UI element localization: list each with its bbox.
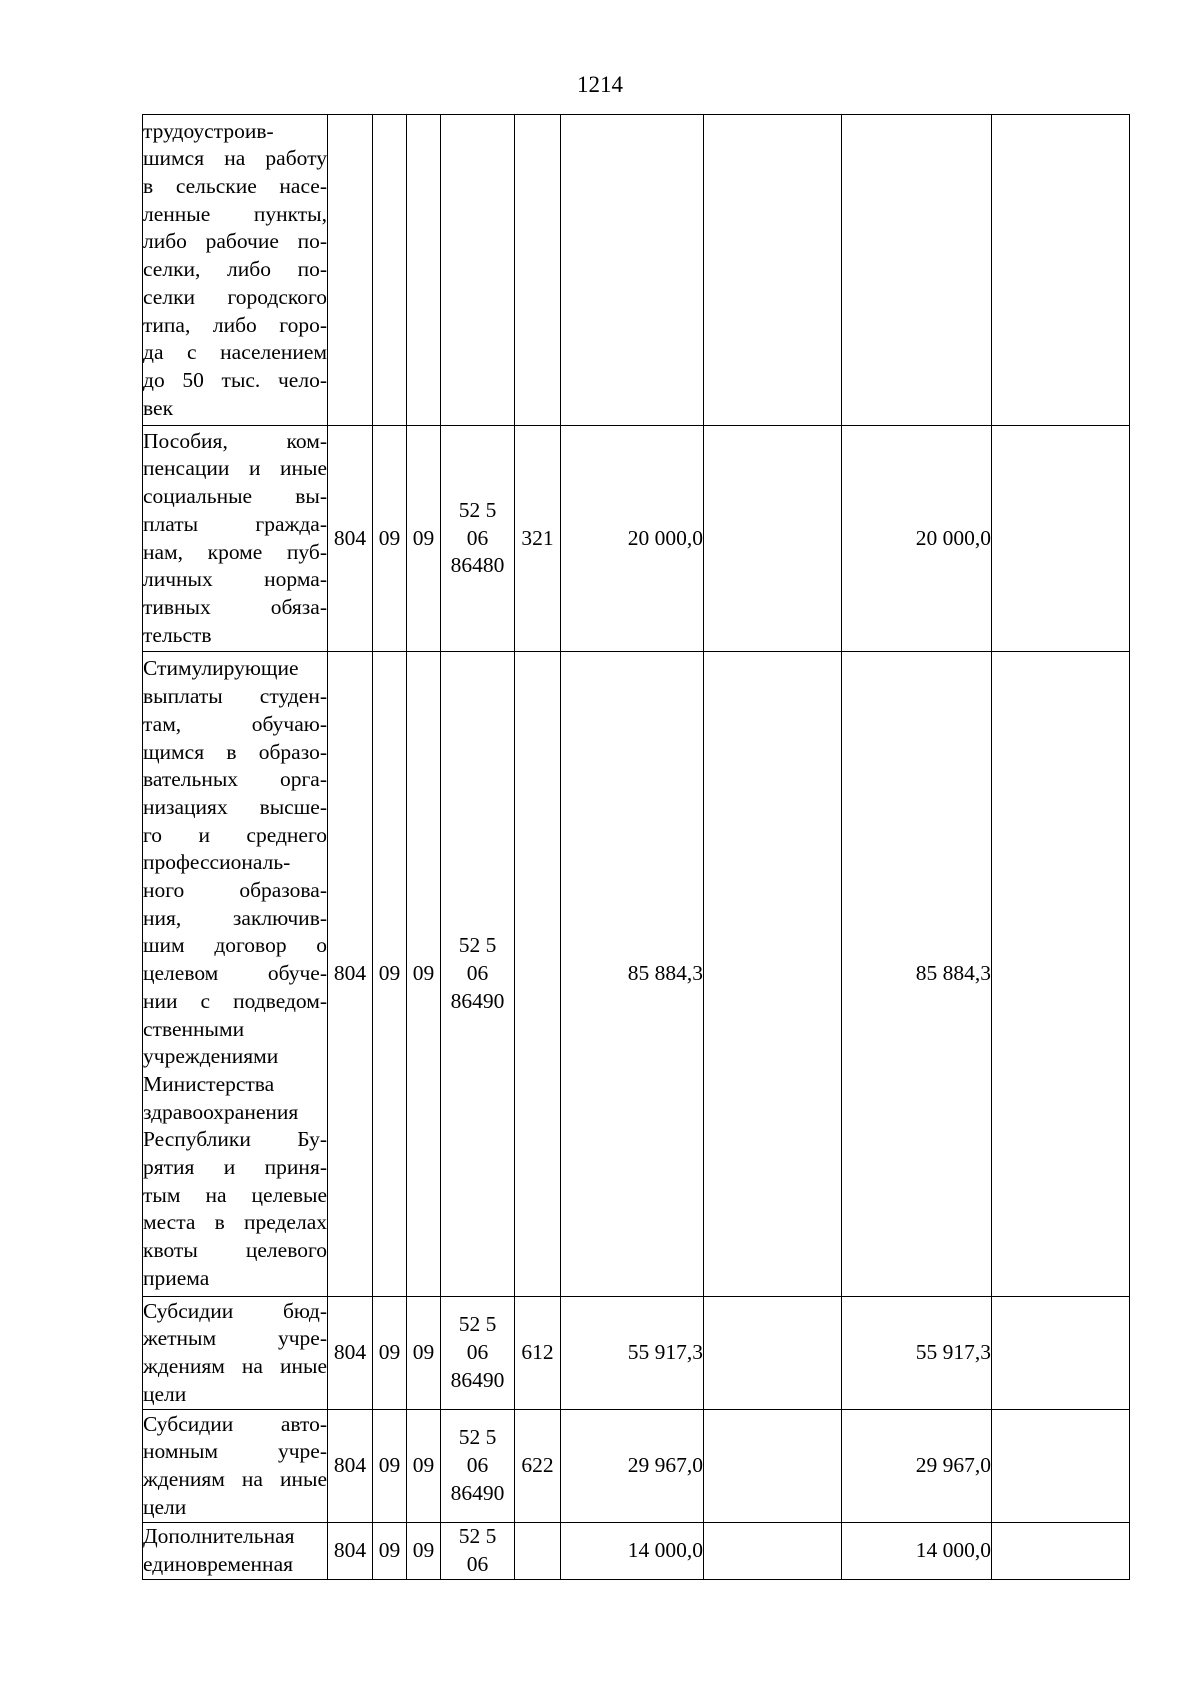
amount-column-2	[704, 115, 842, 426]
subsection-code: 09	[407, 1410, 441, 1523]
description-line: рятия и приня-	[143, 1155, 327, 1180]
target-article-code	[441, 1410, 515, 1523]
table-row	[143, 1523, 1130, 1580]
table-row	[143, 652, 1130, 1297]
expense-type-code: 321	[515, 426, 561, 652]
amount-column-2	[704, 1410, 842, 1523]
description-line: селки, либо по-	[143, 257, 327, 282]
row-description	[143, 1523, 328, 1580]
budget-table	[142, 114, 1130, 1580]
description-line: пенсации и иные	[143, 456, 327, 481]
target-article-code	[441, 652, 515, 1297]
section-code: 09	[373, 1297, 407, 1410]
table-row	[143, 426, 1130, 652]
expense-type-code	[515, 1523, 561, 1580]
amount-column-2	[704, 426, 842, 652]
description-line: платы гражда-	[143, 511, 327, 536]
description-line: ждениям на иные	[143, 1467, 327, 1491]
description-line: ного образова-	[143, 878, 327, 903]
row-description	[143, 1410, 328, 1523]
description-line: единовременная	[143, 1552, 293, 1576]
amount-total: 14 000,0	[561, 1523, 704, 1580]
description-line: учреждениями	[143, 1044, 279, 1069]
description-line: трудоустроив-	[143, 118, 274, 143]
description-line: квоты целевого	[143, 1238, 327, 1263]
description-line: социальные вы-	[143, 484, 327, 509]
amount-column-2	[704, 652, 842, 1297]
target-code-line: 52 5	[458, 1524, 497, 1548]
description-line: номным учре-	[143, 1439, 327, 1464]
description-line: профессиональ-	[143, 850, 291, 875]
target-article-code	[441, 1297, 515, 1410]
section-code: 09	[373, 1410, 407, 1523]
target-article-code	[441, 426, 515, 652]
amount-column-3: 20 000,0	[842, 426, 992, 652]
row-description	[143, 115, 328, 426]
amount-column-3: 14 000,0	[842, 1523, 992, 1580]
description-line: Дополнительная	[143, 1524, 295, 1549]
description-line: ждениям на иные	[143, 1354, 327, 1378]
description-line: тым на целевые	[143, 1182, 327, 1207]
expense-type-code	[515, 115, 561, 426]
target-code-line: 86480	[450, 553, 505, 578]
description-line: ния, заключив-	[143, 905, 327, 930]
table-row	[143, 1410, 1130, 1523]
target-code-line: 06	[466, 525, 489, 550]
description-line: Министерства	[143, 1071, 275, 1096]
subsection-code: 09	[407, 426, 441, 652]
amount-total: 29 967,0	[561, 1410, 704, 1523]
amount-column-3: 85 884,3	[842, 652, 992, 1297]
target-code-line: 06	[466, 961, 489, 986]
amount-column-4	[992, 426, 1130, 652]
amount-column-3: 55 917,3	[842, 1297, 992, 1410]
target-code-line: 06	[466, 1340, 489, 1365]
amount-total: 85 884,3	[561, 652, 704, 1297]
description-line: либо рабочие по-	[143, 229, 327, 254]
section-code: 09	[373, 652, 407, 1297]
target-article-code	[441, 115, 515, 426]
description-line: целевом обуче-	[143, 961, 327, 986]
amount-column-4	[992, 652, 1130, 1297]
ministry-code	[328, 115, 373, 426]
table-body	[143, 115, 1130, 1580]
target-code-line: 52 5	[458, 1312, 497, 1337]
description-line: Субсидии авто-	[143, 1411, 327, 1436]
description-line: тельств	[143, 622, 212, 647]
description-line: цели	[143, 1381, 187, 1406]
subsection-code: 09	[407, 1297, 441, 1410]
description-line: жетным учре-	[143, 1326, 327, 1351]
row-description	[143, 426, 328, 652]
expense-type-code: 622	[515, 1410, 561, 1523]
target-code-line: 86490	[450, 988, 505, 1013]
target-code-line: 86490	[450, 1367, 505, 1392]
description-line: селки городского	[143, 284, 327, 309]
target-article-code	[441, 1523, 515, 1580]
description-line: выплаты студен-	[143, 684, 327, 709]
description-line: здравоохранения	[143, 1099, 299, 1124]
description-line: ственными	[143, 1016, 245, 1041]
ministry-code: 804	[328, 1410, 373, 1523]
subsection-code	[407, 115, 441, 426]
amount-column-3	[842, 115, 992, 426]
description-line: в сельские насе-	[143, 174, 327, 199]
description-line: шимся на работу	[143, 146, 327, 171]
target-code-line: 86490	[450, 1480, 505, 1505]
table-row	[143, 115, 1130, 426]
amount-total: 20 000,0	[561, 426, 704, 652]
row-description	[143, 1297, 328, 1410]
description-line: щимся в образо-	[143, 739, 327, 764]
description-line: тивных обяза-	[143, 594, 327, 619]
table-row	[143, 1297, 1130, 1410]
description-line: ленные пункты,	[143, 201, 327, 226]
ministry-code: 804	[328, 1297, 373, 1410]
description-line: вательных орга-	[143, 767, 327, 792]
description-line: нии с подведом-	[143, 988, 327, 1013]
description-line: до 50 тыс. чело-	[143, 367, 327, 392]
description-line: нам, кроме пуб-	[143, 539, 327, 564]
description-line: шим договор о	[143, 933, 327, 958]
description-line: Стимулирующие	[143, 656, 299, 681]
description-line: го и среднего	[143, 822, 327, 847]
description-line: там, обучаю-	[143, 711, 327, 736]
amount-column-4	[992, 1297, 1130, 1410]
amount-column-4	[992, 115, 1130, 426]
target-code-line: 06	[466, 1551, 489, 1576]
description-line: Республики Бу-	[143, 1127, 327, 1152]
target-code-line: 52 5	[458, 1425, 497, 1450]
target-code-line: 52 5	[458, 497, 497, 522]
section-code: 09	[373, 426, 407, 652]
description-line: Субсидии бюд-	[143, 1298, 327, 1323]
description-line: места в пределах	[143, 1210, 327, 1235]
expense-type-code	[515, 652, 561, 1297]
amount-total: 55 917,3	[561, 1297, 704, 1410]
amount-total	[561, 115, 704, 426]
ministry-code: 804	[328, 1523, 373, 1580]
target-code-line: 52 5	[458, 933, 497, 958]
ministry-code: 804	[328, 652, 373, 1297]
amount-column-3: 29 967,0	[842, 1410, 992, 1523]
description-line: век	[143, 395, 174, 420]
subsection-code: 09	[407, 1523, 441, 1580]
page-number: 1214	[577, 72, 623, 97]
section-code	[373, 115, 407, 426]
amount-column-4	[992, 1410, 1130, 1523]
expense-type-code: 612	[515, 1297, 561, 1410]
amount-column-2	[704, 1523, 842, 1580]
description-line: Пособия, ком-	[143, 428, 327, 453]
target-code-line: 06	[466, 1453, 489, 1478]
description-line: да с населением	[143, 340, 327, 365]
amount-column-4	[992, 1523, 1130, 1580]
subsection-code: 09	[407, 652, 441, 1297]
description-line: приема	[143, 1265, 210, 1290]
section-code: 09	[373, 1523, 407, 1580]
description-line: личных норма-	[143, 567, 327, 592]
description-line: низациях высше-	[143, 794, 327, 819]
description-line: типа, либо горо-	[143, 312, 327, 337]
amount-column-2	[704, 1297, 842, 1410]
row-description	[143, 652, 328, 1297]
description-line: цели	[143, 1494, 187, 1519]
ministry-code: 804	[328, 426, 373, 652]
